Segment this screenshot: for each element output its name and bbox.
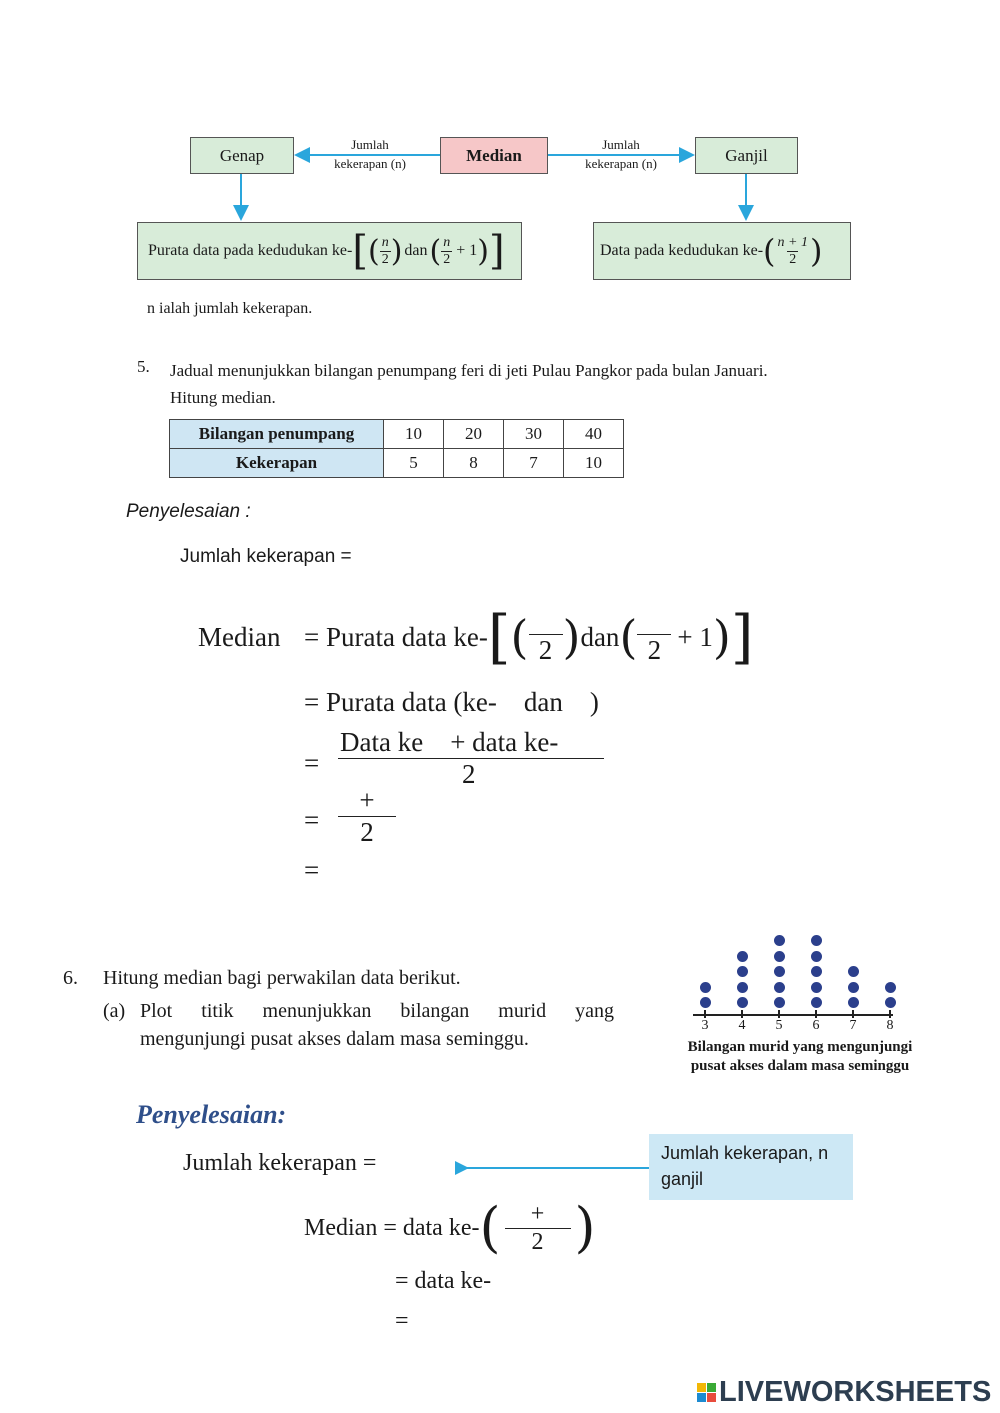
dot-plot-point: [774, 951, 785, 962]
flowchart-note: n ialah jumlah kekerapan.: [147, 300, 313, 317]
genap-dan: dan: [404, 242, 428, 259]
genap-frac-1: $\frac{n}{2}$: [381, 234, 389, 267]
q5-working-line4: [338, 785, 396, 848]
q5-line4-den: 2: [360, 817, 374, 847]
genap-plus1: + 1: [456, 242, 478, 259]
arrow-label-line2: kekerapan (n): [585, 156, 657, 171]
dot-plot-point: [811, 935, 822, 946]
q5-line3-num: Data ke + data ke-: [338, 727, 604, 759]
genap-rule-text: Purata data pada kedudukan ke-: [148, 242, 353, 259]
q6-callout-line2: ganjil: [661, 1169, 704, 1189]
q5-total-freq-label: Jumlah kekerapan =: [180, 546, 352, 567]
dot-plot-tick-label: 8: [886, 1018, 894, 1033]
dot-plot-caption: [640, 1038, 960, 1076]
dot-plot-tick: [889, 1010, 890, 1018]
q5-text: [170, 357, 768, 411]
dot-plot-tick: [778, 1010, 779, 1018]
q5-line3-eq: =: [304, 748, 320, 778]
q6-callout-box: [649, 1134, 853, 1200]
dot-plot-caption-line2: pusat akses dalam masa seminggu: [690, 1058, 910, 1074]
dot-plot-tick-label: 4: [738, 1018, 746, 1033]
callout-arrow: [455, 1158, 655, 1178]
q6-part-a-line1: Plot titik menunjukkan bilangan murid yang: [140, 1000, 614, 1022]
dot-plot-point: [811, 951, 822, 962]
q5-number: 5.: [137, 357, 150, 376]
table-cell: 10: [384, 420, 444, 449]
dot-plot-point: [811, 997, 822, 1008]
q5-text-line2: Hitung median.: [170, 388, 276, 407]
dot-plot-point: [774, 966, 785, 977]
arrow-label-line1: Jumlah: [351, 137, 389, 152]
q6-line2: = data ke-: [395, 1268, 492, 1294]
ganjil-label: Ganjil: [725, 145, 768, 165]
dot-plot-tick-label: 7: [849, 1018, 857, 1033]
q5-text-line1: Jadual menunjukkan bilangan penumpang feri di jeti Pulau Pangkor pada bulan Januari.: [170, 361, 768, 380]
dot-plot-point: [774, 982, 785, 993]
q5-line1-prefix: = Purata data ke-: [304, 621, 488, 652]
dot-plot-point: [774, 935, 785, 946]
q6-frac-num: +: [505, 1201, 571, 1229]
arrow-label-line2: kekerapan (n): [334, 156, 406, 171]
q5-line1-frac2: 2: [637, 608, 671, 666]
liveworksheets-logo: [697, 1376, 991, 1409]
q5-working-line3: [338, 727, 604, 790]
dot-plot-axis: [693, 1014, 893, 1016]
genap-label: Genap: [219, 145, 265, 165]
dot-plot-tick: [741, 1010, 742, 1018]
q5-working-line1: = Purata data ke- [ ( 2 ) dan ( 2 + 1 ) ]: [304, 603, 754, 671]
table-cell: 5: [384, 449, 444, 478]
table-cell: 20: [444, 420, 504, 449]
q5-working-line2: = Purata data (ke- dan ): [304, 687, 599, 717]
q5-line1-plus1: + 1: [677, 621, 713, 652]
dot-plot-point: [848, 997, 859, 1008]
dot-plot-tick: [852, 1010, 853, 1018]
dot-plot-tick-label: 6: [812, 1018, 820, 1033]
q6-solution-label: Penyelesaian:: [136, 1100, 287, 1129]
q5-working-line5: =: [304, 855, 320, 885]
ganjil-frac: $\frac{n + 1}{2}$: [777, 234, 808, 267]
dot-plot-point: [700, 997, 711, 1008]
q6-total-freq-label: Jumlah kekerapan =: [183, 1150, 377, 1176]
q6-median-frac: [505, 1201, 571, 1256]
dot-plot-point: [737, 951, 748, 962]
q6-frac-den: 2: [531, 1228, 544, 1255]
q5-solution-label: Penyelesaian :: [126, 501, 251, 522]
ganjil-rule-box: Data pada kedudukan ke- ( $\frac{n + 1}{2}$ ): [593, 222, 851, 280]
median-label: Median: [466, 145, 522, 165]
dot-plot-point: [811, 982, 822, 993]
table-header-kekerapan: Kekerapan: [170, 449, 384, 478]
table-cell: 8: [444, 449, 504, 478]
ganjil-rule-text: Data pada kedudukan ke-: [600, 242, 764, 259]
q5-frequency-table: [169, 419, 624, 478]
dot-plot-point: [848, 966, 859, 977]
dot-plot-tick: [815, 1010, 816, 1018]
q6-callout-line1: Jumlah kekerapan, n: [661, 1143, 829, 1163]
genap-frac-2: $\frac{n}{2}$: [443, 234, 451, 267]
q6-text: Hitung median bagi perwakilan data berikut.: [103, 967, 461, 989]
dot-plot-point: [737, 982, 748, 993]
table-cell: 40: [564, 420, 624, 449]
table-cell: 10: [564, 449, 624, 478]
q5-line1-frac1: 2: [529, 608, 563, 666]
dot-plot-point: [885, 982, 896, 993]
dot-plot-point: [774, 997, 785, 1008]
q5-line1-dan: dan: [580, 621, 620, 652]
dot-plot-tick-label: 3: [701, 1018, 709, 1033]
genap-rule-box: Purata data pada kedudukan ke- [ ( $\frac{n}{2}$ ) dan ( $\frac{n}{2}$ + 1 ) ]: [137, 222, 522, 280]
q5-line4-num: +: [338, 785, 396, 817]
q6-part-a-label: (a): [103, 1000, 126, 1022]
dot-plot-point: [737, 997, 748, 1008]
dot-plot: [640, 925, 960, 1085]
q6-line3: =: [395, 1308, 409, 1334]
q6-median-line: Median = data ke- ( $\frac{+}{2}$ ): [304, 1196, 596, 1259]
q6-number: 6.: [63, 967, 78, 989]
dot-plot-tick: [704, 1010, 705, 1018]
table-header-bilangan: Bilangan penumpang: [170, 420, 384, 449]
dot-plot-point: [737, 966, 748, 977]
dot-plot-caption-line1: Bilangan murid yang mengunjungi: [687, 1039, 913, 1055]
table-row: [170, 449, 624, 478]
table-cell: 7: [504, 449, 564, 478]
dot-plot-point: [848, 982, 859, 993]
q6-part-a-line2: mengunjungi pusat akses dalam masa seminggu.: [140, 1028, 529, 1050]
arrow-label-line1: Jumlah: [602, 137, 640, 152]
table-row: [170, 420, 624, 449]
q5-line4-eq: =: [304, 805, 320, 835]
dot-plot-point: [885, 997, 896, 1008]
q5-line3-den: 2: [462, 759, 476, 789]
q5-median-word: Median: [198, 622, 281, 652]
logo-icon: [697, 1383, 716, 1402]
dot-plot-tick-label: 5: [775, 1018, 783, 1033]
dot-plot-point: [700, 982, 711, 993]
dot-plot-point: [811, 966, 822, 977]
table-cell: 30: [504, 420, 564, 449]
q6-median-prefix: Median = data ke-: [304, 1214, 480, 1241]
logo-text: LIVEWORKSHEETS: [719, 1376, 992, 1408]
